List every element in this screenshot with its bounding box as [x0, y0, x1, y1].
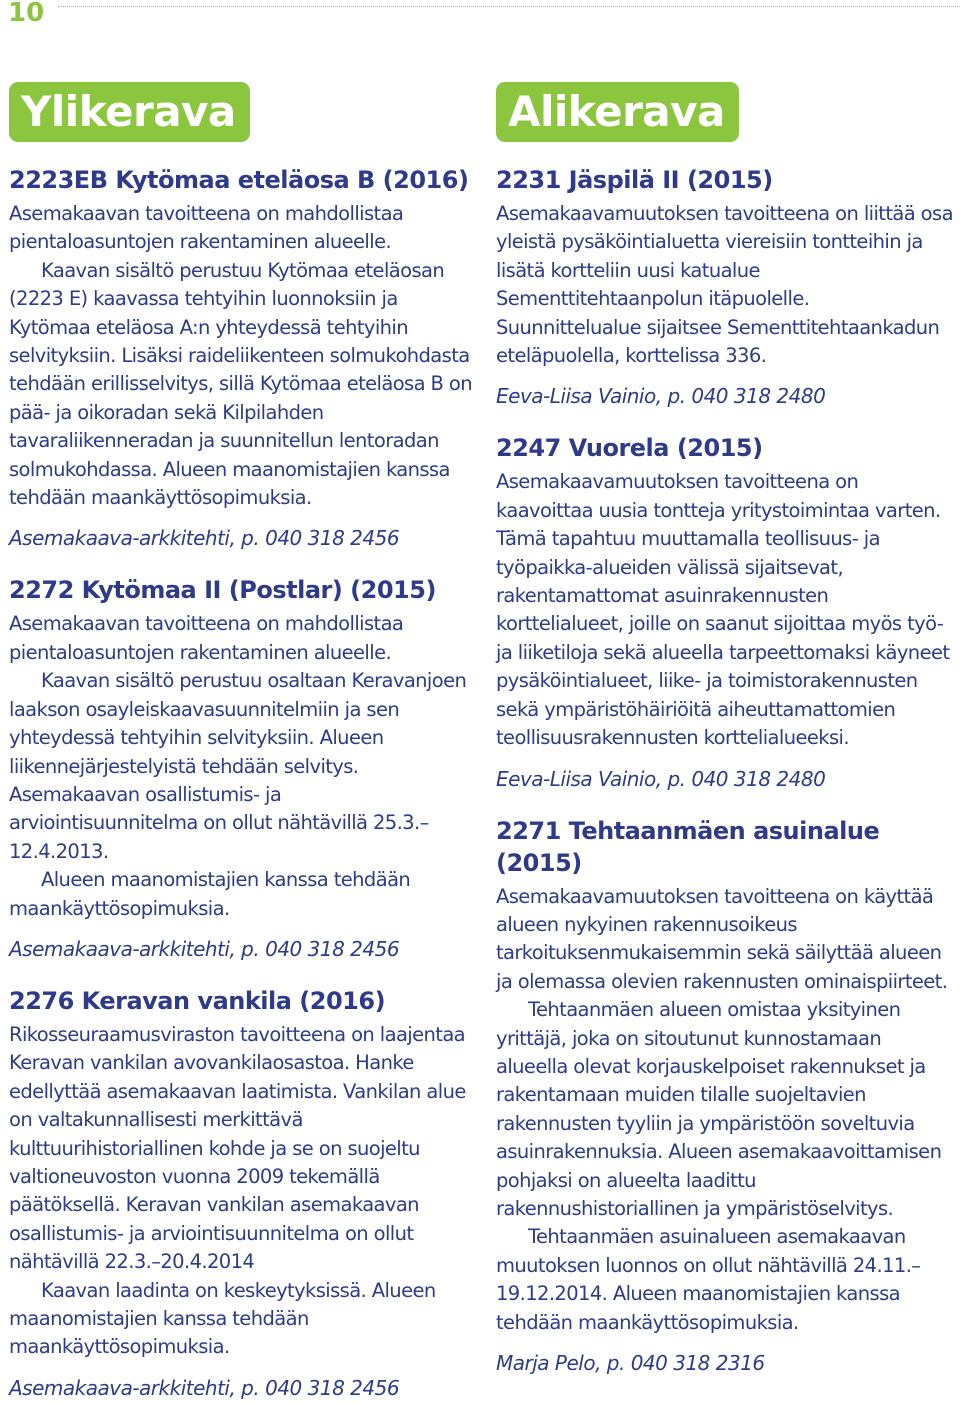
contact-info: Asemakaava-arkkitehti, p. 040 318 2456: [9, 526, 400, 551]
section-heading: 2231 Jäspilä II (2015): [496, 166, 773, 194]
section-paragraph: Kaavan sisältö perustuu osaltaan Keravanjoen laakson osayleiskaavasuunnitelmiin ja sen yhteydessä tehtyihin selvityksiin. Alueen liikennejärjestelyistä tehdään selvitys. Asemakaavan osallistumis- ja arviointisuunnitelma on ollut nähtävillä 25.3.–12.4.2013.: [9, 669, 467, 863]
section-heading: 2272 Kytömaa II (Postlar) (2015): [9, 576, 436, 605]
section-heading: 2271 Tehtaanmäen asuinalue (2015): [496, 816, 880, 877]
section-paragraph: Alueen maanomistajien kanssa tehdään maankäyttösopimuksia.: [9, 868, 411, 920]
contact-info: Marja Pelo, p. 040 318 2316: [496, 1351, 765, 1375]
section-paragraph: Tehtaanmäen asuinalueen asemakaavan muutoksen luonnos on ollut nähtävillä 24.11.–19.12.2014. Alueen maanomistajien kanssa tehdään maankäyttösopimuksia.: [496, 1225, 921, 1334]
section-heading: 2223EB Kytömaa eteläosa B (2016): [9, 166, 469, 194]
district-badge-ylikerava: Ylikerava: [9, 82, 250, 142]
district-badge-alikerava: Alikerava: [496, 82, 739, 142]
section-heading: 2247 Vuorela (2015): [496, 434, 763, 463]
right-column: [496, 82, 958, 1377]
section-paragraph: Rikosseuraamusviraston tavoitteena on laajentaa Keravan vankilan avovankilaosastoa. Hanke edellyttää asemakaavan laatimista. Vankilan alue on valtakunnallisesti merkittävä kulttuurihistoriallinen kohde ja se on suojeltu valtioneuvoston vuonna 2009 tekemällä päätöksellä. Keravan vankilan asemakaavan osallistumis- ja arviointisuunnitelma on ollut nähtävillä 22.3.–20.4.2014: [9, 1022, 466, 1274]
section-paragraph: Asemakaavamuutoksen tavoitteena on kaavoittaa uusia tontteja yritystoimintaa varten. Tämä tapahtuu muuttamalla teollisuus- ja työpaikka-alueiden välissä sijaitsevat, rakentamattomat asuinrakennusten korttelialueet, joille on saanut sijoittaa myös työ- ja liiketiloja sekä alueella tarpeettomaksi käyneet pysäköintialueet, liike- ja toimistorakennusten sekä ympäristöhäiriöitä aiheuttamattomien teollisuusrakennusten korttelialueeksi.: [496, 470, 950, 750]
contact-info: Asemakaava-arkkitehti, p. 040 318 2456: [9, 1375, 400, 1400]
page-number: 10: [8, 0, 45, 28]
section-paragraph: Asemakaavamuutoksen tavoitteena on käyttää alueen nykyinen rakennusoikeus tarkoituksenmukaisemmin sekä säilyttää alueen ja olemassa olevien rakennusten ominaispiirteet.: [496, 884, 948, 993]
section-paragraph: Asemakaavamuutoksen tavoitteena on liittää osa yleistä pysäköintialuetta viereisiin tontteihin ja lisätä kortteliin uusi katualue Sementtitehtaanpolun itäpuolelle. Suunnittelualue sijaitsee Sementtitehtaankadun eteläpuolella, korttelissa 336.: [496, 202, 953, 368]
section-paragraph: Kaavan sisältö perustuu Kytömaa eteläosan (2223 E) kaavassa tehtyihin luonnoksiin ja Kytömaa eteläosa A:n yhteydessä tehtyihin selvityksiin. Lisäksi raideliikenteen solmukohdasta tehdään erillisselvitys, sillä Kytömaa eteläosa B on pää- ja oikoradan sekä Kilpilahden tavaraliikenneradan ja suunnitellun lentoradan solmukohdassa. Alueen maanomistajien kanssa tehdään maankäyttösopimuksia.: [9, 258, 473, 510]
section-paragraph: Asemakaavan tavoitteena on mahdollistaa pientaloasuntojen rakentaminen alueelle.: [9, 202, 404, 254]
contact-info: Asemakaava-arkkitehti, p. 040 318 2456: [9, 936, 400, 961]
contact-info: Eeva-Liisa Vainio, p. 040 318 2480: [496, 766, 826, 791]
section-paragraph: Kaavan laadinta on keskeytyksissä. Alueen maanomistajien kanssa tehdään maankäyttösopimuksia.: [9, 1278, 436, 1359]
section-paragraph: Tehtaanmäen alueen omistaa yksityinen yrittäjä, joka on sitoutunut kunnostamaan alueella olevat korjauskelpoiset rakennukset ja rakentamaan muiden tilalle suojeltavien rakennusten tyyliin ja ympäristöön soveltuvia asuinrakennuksia. Alueen asemakaavoittamisen pohjaksi on alueelta laadittu rakennushistoriallinen ja ympäristöselvitys.: [496, 998, 942, 1220]
section-heading: 2276 Keravan vankila (2016): [9, 986, 386, 1015]
section-paragraph: Asemakaavan tavoitteena on mahdollistaa pientaloasuntojen rakentaminen alueelle.: [9, 612, 404, 664]
header-rule: [58, 6, 960, 7]
contact-info: Eeva-Liisa Vainio, p. 040 318 2480: [496, 384, 826, 409]
left-column: [9, 82, 474, 1402]
